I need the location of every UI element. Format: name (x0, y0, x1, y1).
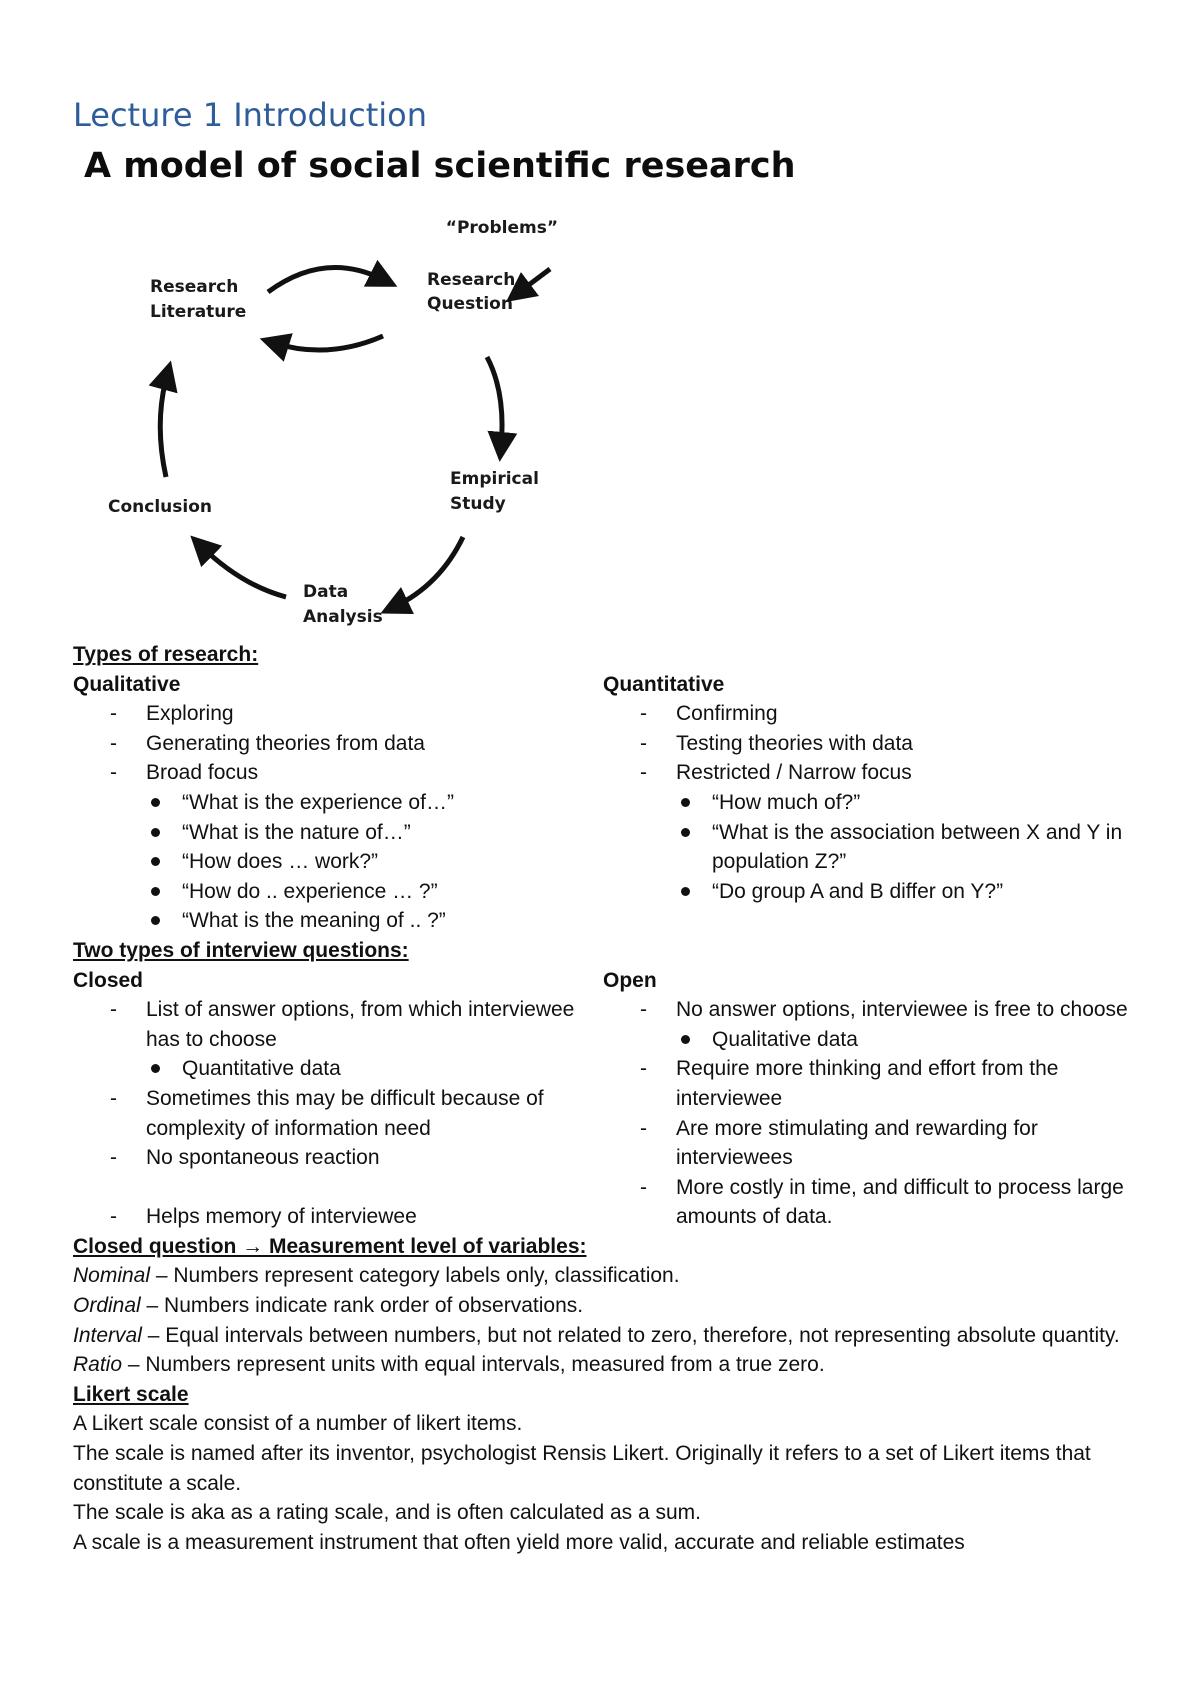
arrow-problems-to-question (518, 269, 550, 293)
list-item: “What is the association between X and Y in population Z?” (712, 818, 1133, 877)
list-item: - Helps memory of interviewee (146, 1202, 603, 1232)
level-desc: – Equal intervals between numbers, but not related to zero, therefore, not representing absolute quantity. (141, 1323, 1120, 1347)
likert-line: A Likert scale consist of a number of likert items. (73, 1412, 523, 1436)
level-interval (73, 1321, 1133, 1351)
label-research-question-2: Question (427, 294, 513, 314)
level-desc: – Numbers represent units with equal intervals, measured from a true zero. (122, 1353, 825, 1377)
closed-spacer (73, 1173, 603, 1203)
list-item: - No spontaneous reaction (146, 1143, 603, 1173)
list-item: - Confirming (676, 699, 1133, 729)
types-columns (73, 670, 1133, 936)
list-item: - Require more thinking and effort from the interviewee (676, 1054, 1133, 1113)
arrow-literature-to-question (268, 268, 384, 293)
list-item (146, 995, 603, 1084)
arrow-question-to-empirical (487, 357, 502, 447)
arrow-empirical-to-analysis (394, 537, 463, 607)
quantitative-list (603, 699, 1133, 788)
notes-body (73, 640, 1133, 1557)
list-item: Qualitative data (712, 1025, 1133, 1055)
level-desc: – Numbers represent category labels only, classification. (150, 1264, 680, 1288)
level-term: Ordinal (73, 1294, 141, 1318)
research-cycle-diagram (100, 215, 560, 635)
level-nominal (73, 1261, 1133, 1291)
list-item: - Sometimes this may be difficult because of complexity of information need (146, 1084, 603, 1143)
level-term: Ratio (73, 1353, 123, 1377)
list-item: Quantitative data (182, 1054, 603, 1084)
quantitative-questions (676, 788, 1133, 906)
label-empirical-study-1: Empirical (450, 469, 539, 489)
arrow-conclusion-to-literature (160, 375, 167, 477)
list-item: “How do .. experience … ?” (182, 877, 603, 907)
open-column (603, 966, 1133, 1232)
qualitative-title: Qualitative (73, 672, 181, 696)
closed-title: Closed (73, 968, 144, 992)
level-term: Nominal (73, 1264, 151, 1288)
likert-heading: Likert scale (73, 1382, 189, 1406)
types-heading: Types of research: (73, 643, 259, 666)
level-ordinal (73, 1291, 1133, 1321)
open-list (603, 995, 1133, 1232)
list-item: - Restricted / Narrow focus (676, 758, 1133, 788)
label-conclusion: Conclusion (108, 497, 212, 517)
closed-column (73, 966, 603, 1232)
label-research-question-1: Research (427, 270, 516, 290)
label-data-analysis-1: Data (303, 582, 349, 602)
quantitative-title: Quantitative (603, 672, 725, 696)
list-item: “How much of?” (712, 788, 1133, 818)
list-item: “What is the meaning of .. ?” (182, 906, 603, 936)
likert-line: A scale is a measurement instrument that often yield more valid, accurate and reliable estimates (73, 1530, 965, 1554)
label-research-literature-1: Research (150, 277, 239, 297)
label-empirical-study-2: Study (450, 494, 506, 514)
label-problems: “Problems” (445, 218, 558, 238)
model-title: A model of social scientific research (84, 146, 796, 186)
list-item: “How does … work?” (182, 847, 603, 877)
list-item: - More costly in time, and difficult to process large amounts of data. (676, 1173, 1133, 1232)
closed-list-continued (73, 1202, 603, 1232)
closed-list (73, 995, 603, 1173)
list-item: “What is the experience of…” (182, 788, 603, 818)
list-item (676, 995, 1133, 1054)
likert-line: The scale is aka as a rating scale, and is often calculated as a sum. (73, 1501, 702, 1525)
qualitative-questions (146, 788, 603, 936)
list-item: - Exploring (146, 699, 603, 729)
list-item: “Do group A and B differ on Y?” (712, 877, 1133, 907)
interview-columns (73, 966, 1133, 1232)
label-data-analysis-2: Analysis (303, 607, 383, 627)
interview-heading: Two types of interview questions: (73, 938, 409, 962)
label-research-literature-2: Literature (150, 302, 247, 322)
open-sub-list (676, 1025, 1133, 1055)
qualitative-list (73, 699, 603, 788)
quantitative-column (603, 670, 1133, 936)
qualitative-column (73, 670, 603, 936)
closed-sub-list (146, 1054, 603, 1084)
list-item: - Generating theories from data (146, 729, 603, 759)
arrow-question-to-literature (274, 336, 383, 350)
likert-line: The scale is named after its inventor, psychologist Rensis Likert. Originally it refers to a set of Likert items that constitute a scale. (73, 1442, 1091, 1495)
open-item-1: No answer options, interviewee is free to choose (676, 998, 1128, 1022)
measurement-heading: Closed question → Measurement level of variables: (73, 1234, 587, 1258)
lecture-title: Lecture 1 Introduction (73, 96, 427, 134)
level-desc: – Numbers indicate rank order of observations. (140, 1294, 584, 1318)
qualitative-sub-wrap (73, 788, 603, 936)
quantitative-sub-wrap (603, 788, 1133, 906)
open-title: Open (603, 968, 657, 992)
level-ratio (73, 1350, 1133, 1380)
level-term: Interval (73, 1323, 142, 1347)
list-item: - Broad focus (146, 758, 603, 788)
list-item: - Are more stimulating and rewarding for interviewees (676, 1114, 1133, 1173)
list-item: - Testing theories with data (676, 729, 1133, 759)
arrow-analysis-to-conclusion (201, 546, 286, 597)
list-item: “What is the nature of…” (182, 818, 603, 848)
closed-item-1: List of answer options, from which interviewee has to choose (146, 998, 575, 1051)
